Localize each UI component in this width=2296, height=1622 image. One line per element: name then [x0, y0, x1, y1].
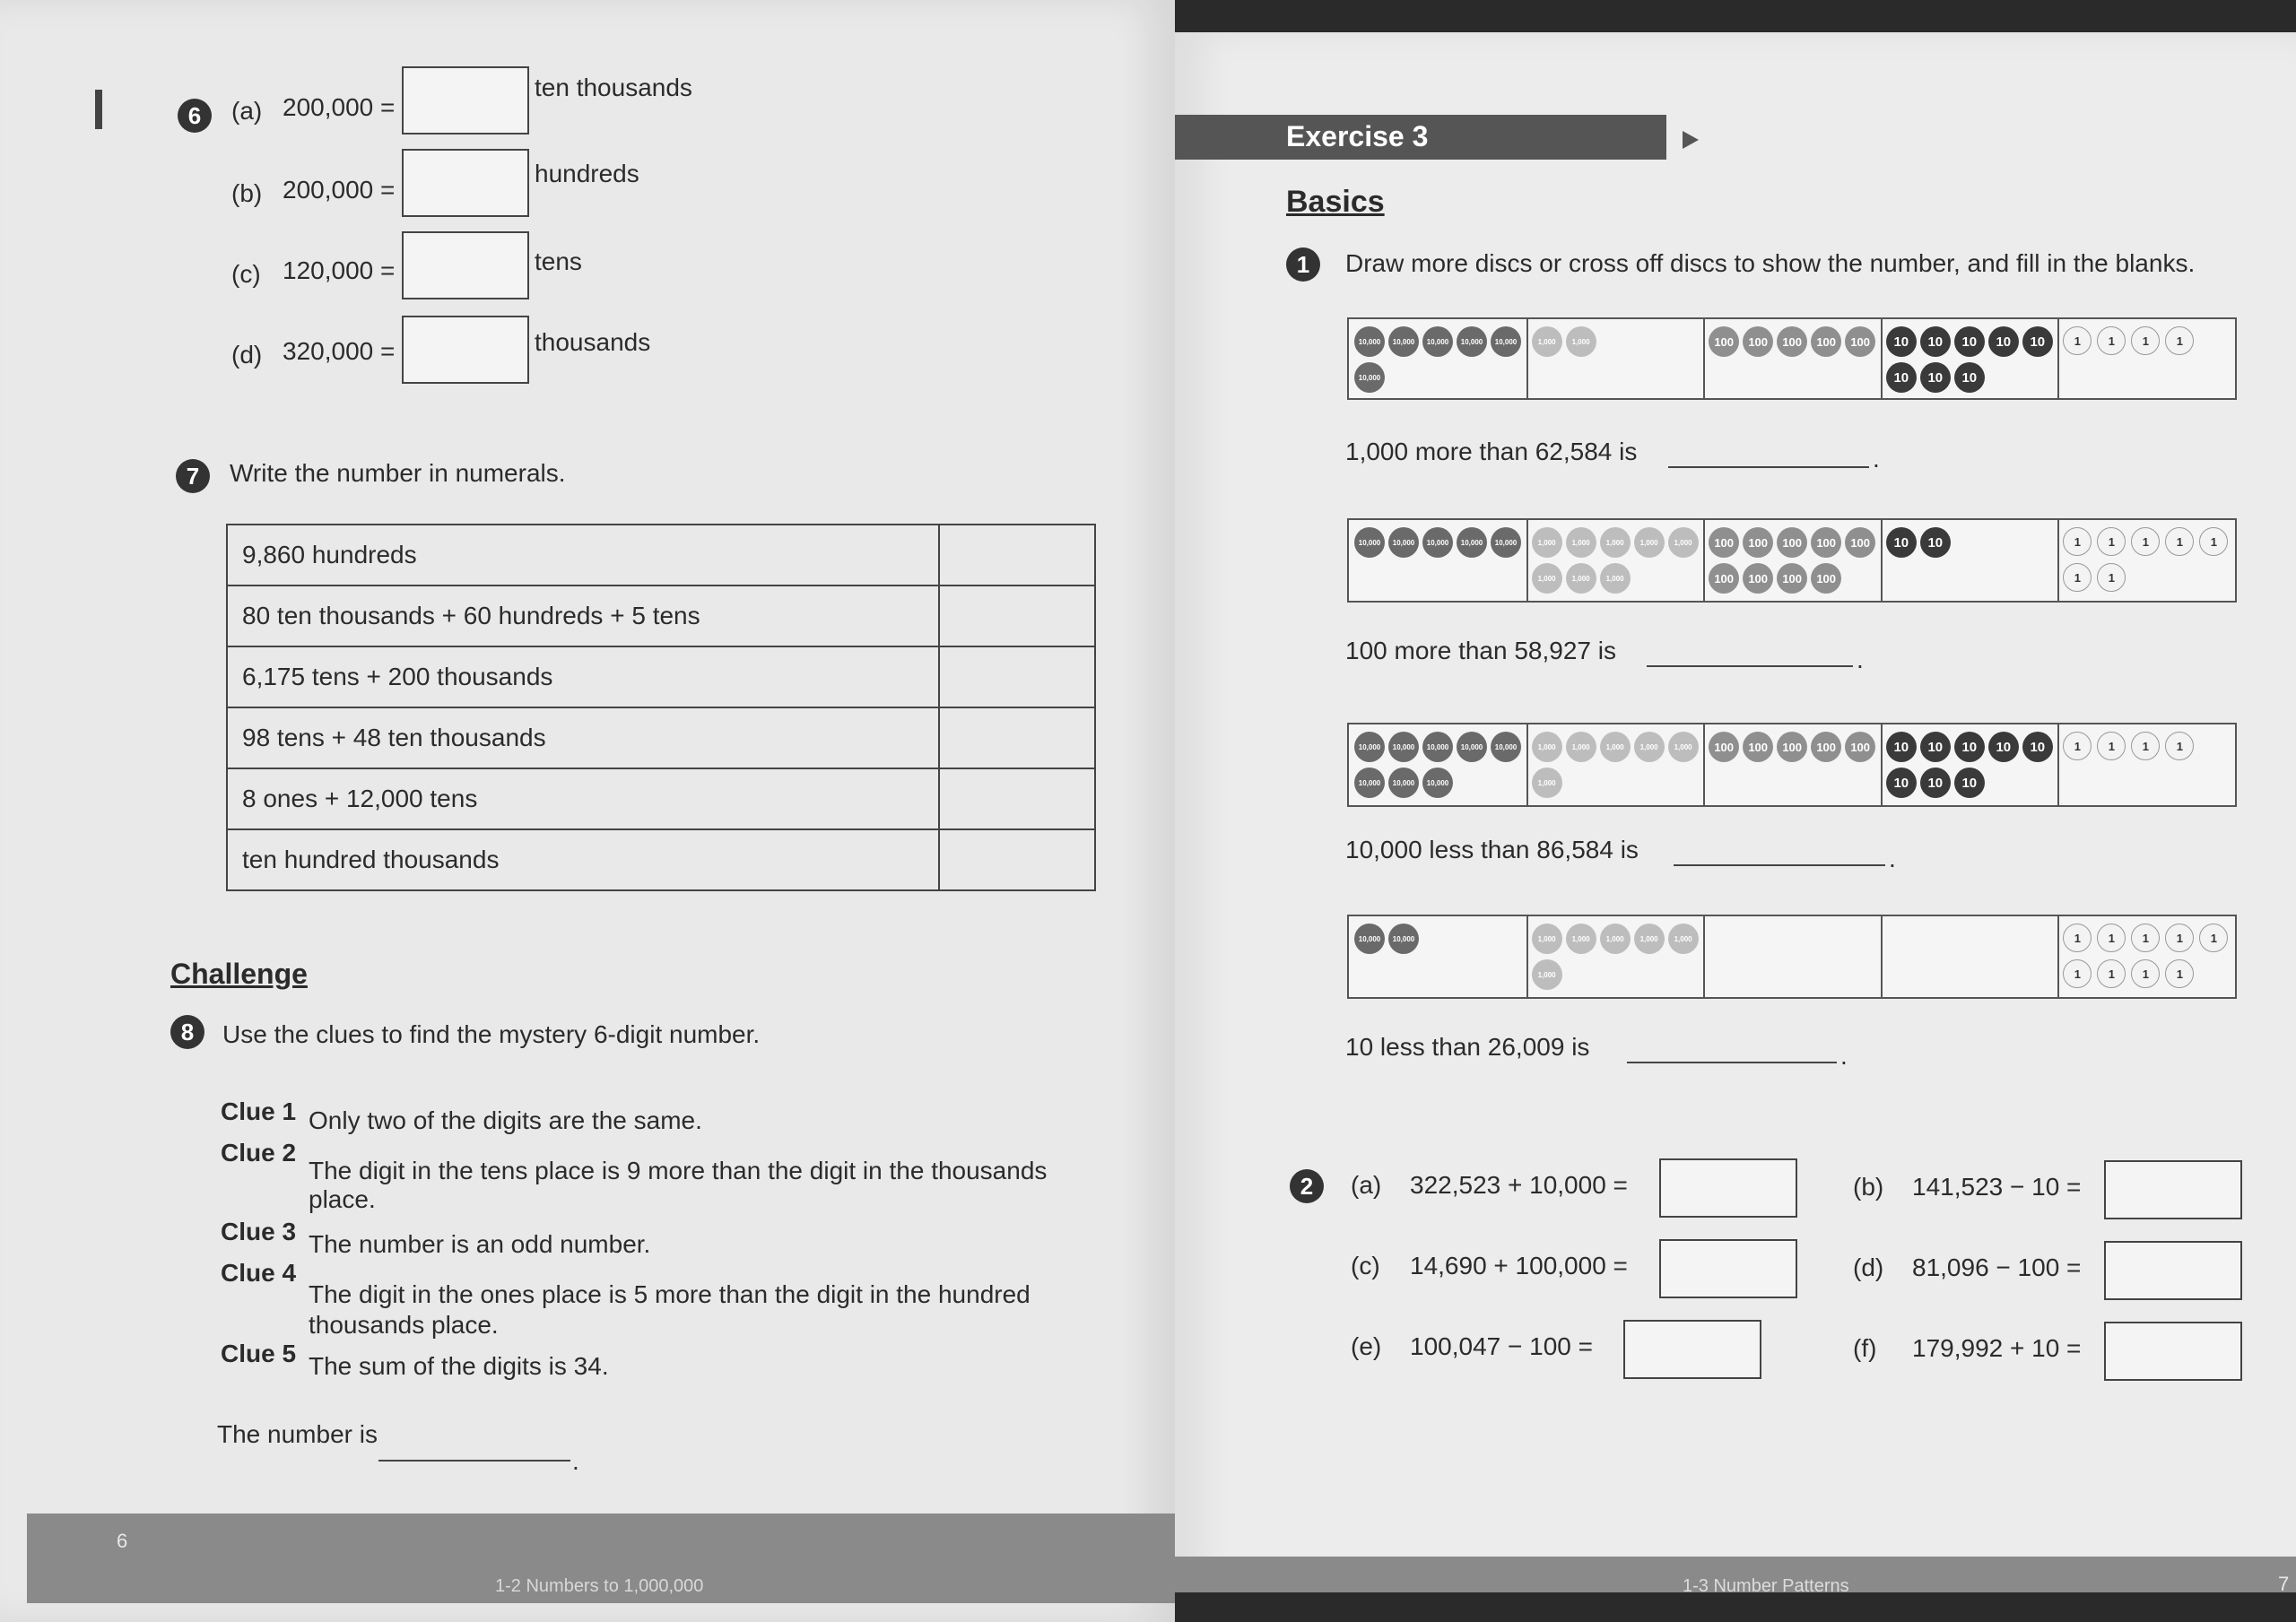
disc-hund[interactable]: 100	[1845, 527, 1875, 558]
sentence-period: .	[1873, 445, 1880, 473]
q2-expression: 100,047 − 100 =	[1410, 1332, 1593, 1360]
disc-ones[interactable]: 1	[2097, 732, 2126, 760]
disc-onek[interactable]: 1,000	[1600, 527, 1631, 558]
q6-answer-box[interactable]	[402, 149, 529, 217]
disc-hund[interactable]: 100	[1811, 732, 1841, 762]
disc-ones[interactable]: 1	[2063, 563, 2092, 592]
q2-label: (b)	[1853, 1173, 1884, 1201]
disc-hund[interactable]: 100	[1777, 732, 1807, 762]
disc-hund[interactable]: 100	[1743, 527, 1773, 558]
table-row	[227, 707, 1095, 768]
q1-sentence: 1,000 more than 62,584 is	[1345, 438, 1638, 465]
disc-hund[interactable]: 100	[1743, 326, 1773, 357]
disc-tenk[interactable]: 10,000	[1354, 732, 1385, 762]
disc-onek[interactable]: 1,000	[1600, 924, 1631, 954]
table-cell-description: ten hundred thousands	[227, 829, 939, 890]
basics-heading: Basics	[1286, 185, 1385, 219]
disc-onek[interactable]: 1,000	[1532, 732, 1562, 762]
disc-tenk[interactable]: 10,000	[1354, 924, 1385, 954]
answer-blank[interactable]	[1647, 665, 1853, 667]
disc-tenk[interactable]: 10,000	[1457, 326, 1487, 357]
disc-tenk[interactable]: 10,000	[1491, 326, 1521, 357]
table-cell-answer[interactable]	[939, 646, 1095, 707]
table-cell-answer[interactable]	[939, 768, 1095, 829]
disc-tenk[interactable]: 10,000	[1388, 326, 1419, 357]
disc-tenk[interactable]: 10,000	[1457, 527, 1487, 558]
q2-label: (d)	[1853, 1253, 1884, 1281]
disc-tens[interactable]: 10	[1954, 732, 1985, 762]
answer-blank[interactable]	[1627, 1062, 1837, 1063]
disc-ones[interactable]: 1	[2165, 527, 2194, 556]
disc-tens[interactable]: 10	[1920, 326, 1951, 357]
disc-onek[interactable]: 1,000	[1532, 527, 1562, 558]
clue-text: The digit in the tens place is 9 more than the digit in the thousands	[309, 1157, 1048, 1184]
disc-onek[interactable]: 1,000	[1532, 768, 1562, 798]
disc-tens[interactable]: 10	[1886, 362, 1917, 393]
disc-hund[interactable]: 100	[1709, 527, 1739, 558]
disc-ones[interactable]: 1	[2131, 732, 2160, 760]
q6-expression: 200,000 =	[283, 93, 396, 121]
disc-ones[interactable]: 1	[2131, 326, 2160, 355]
q6-expression: 320,000 =	[283, 337, 396, 365]
clue-text-continued: thousands place.	[309, 1311, 499, 1339]
disc-tens[interactable]: 10	[1954, 768, 1985, 798]
chart-column-divider	[1881, 319, 1883, 398]
q2-answer-box[interactable]	[1659, 1158, 1797, 1218]
disc-tens[interactable]: 10	[1920, 732, 1951, 762]
q2-answer-box[interactable]	[2104, 1241, 2242, 1300]
sentence-period: .	[1857, 646, 1864, 673]
table-row	[227, 829, 1095, 890]
disc-ones[interactable]: 1	[2165, 924, 2194, 952]
place-value-chart[interactable]	[1347, 518, 2237, 603]
disc-ones[interactable]: 1	[2165, 959, 2194, 988]
disc-tens[interactable]: 10	[1920, 362, 1951, 393]
disc-ones[interactable]: 1	[2063, 959, 2092, 988]
q2-answer-box[interactable]	[2104, 1322, 2242, 1381]
disc-onek[interactable]: 1,000	[1668, 527, 1699, 558]
disc-hund[interactable]: 100	[1709, 326, 1739, 357]
disc-tenk[interactable]: 10,000	[1388, 527, 1419, 558]
clue-text: The number is an odd number.	[309, 1230, 651, 1258]
chart-column-divider	[2057, 724, 2059, 805]
answer-prefix: The number is	[217, 1420, 378, 1448]
q6-answer-box[interactable]	[402, 316, 529, 384]
disc-ones[interactable]: 1	[2131, 924, 2160, 952]
disc-onek[interactable]: 1,000	[1668, 924, 1699, 954]
table-cell-description: 9,860 hundreds	[227, 525, 939, 585]
place-value-chart[interactable]	[1347, 317, 2237, 400]
chart-column-divider	[1881, 520, 1883, 601]
disc-ones[interactable]: 1	[2097, 924, 2126, 952]
disc-hund[interactable]: 100	[1845, 326, 1875, 357]
table-row	[227, 585, 1095, 646]
chart-column-divider	[1703, 520, 1705, 601]
sentence-period: .	[1889, 845, 1896, 872]
disc-hund[interactable]: 100	[1743, 732, 1773, 762]
q1-instruction: Draw more discs or cross off discs to show the number, and fill in the blanks.	[1345, 249, 2196, 277]
chart-column-divider	[1881, 916, 1883, 997]
q1-sentence: 10 less than 26,009 is	[1345, 1033, 1590, 1061]
disc-tenk[interactable]: 10,000	[1388, 732, 1419, 762]
right-page	[1175, 32, 2296, 1592]
chart-column-divider	[1703, 319, 1705, 398]
question-7-badge: 7	[176, 459, 210, 493]
disc-ones[interactable]: 1	[2199, 924, 2228, 952]
chart-column-divider	[2057, 319, 2059, 398]
exercise-title: Exercise 3	[1286, 120, 1429, 152]
question-1-badge: 1	[1286, 247, 1320, 282]
q6-unit: thousands	[535, 328, 651, 356]
clue-label: Clue 4	[221, 1259, 297, 1287]
place-value-chart[interactable]	[1347, 915, 2237, 999]
challenge-heading: Challenge	[170, 958, 308, 990]
disc-tenk[interactable]: 10,000	[1354, 362, 1385, 393]
table-row	[227, 525, 1095, 585]
answer-blank[interactable]	[1674, 864, 1885, 866]
q6-unit: tens	[535, 247, 582, 275]
table-row	[227, 646, 1095, 707]
disc-tenk[interactable]: 10,000	[1422, 732, 1453, 762]
disc-tens[interactable]: 10	[1988, 732, 2019, 762]
disc-onek[interactable]: 1,000	[1566, 326, 1596, 357]
q2-label: (a)	[1351, 1171, 1382, 1199]
clue-label: Clue 3	[221, 1218, 297, 1245]
chart-column-divider	[1526, 520, 1528, 601]
table-cell-description: 98 tens + 48 ten thousands	[227, 707, 939, 768]
q7-instruction: Write the number in numerals.	[230, 459, 566, 487]
q6-answer-box[interactable]	[402, 231, 529, 299]
clue-text: The sum of the digits is 34.	[309, 1352, 609, 1380]
chart-column-divider	[1703, 724, 1705, 805]
disc-onek[interactable]: 1,000	[1634, 527, 1665, 558]
q2-expression: 14,690 + 100,000 =	[1410, 1252, 1628, 1279]
numerals-table	[226, 524, 1096, 891]
disc-tens[interactable]: 10	[1886, 326, 1917, 357]
disc-onek[interactable]: 1,000	[1566, 527, 1596, 558]
disc-onek[interactable]: 1,000	[1600, 732, 1631, 762]
q2-expression: 141,523 − 10 =	[1912, 1173, 2082, 1201]
right-page-number: 7	[2278, 1573, 2290, 1592]
disc-ones[interactable]: 1	[2165, 732, 2194, 760]
disc-tenk[interactable]: 10,000	[1422, 326, 1453, 357]
q6-label: (b)	[231, 179, 263, 207]
disc-tens[interactable]: 10	[1954, 362, 1985, 393]
chart-column-divider	[1881, 724, 1883, 805]
disc-ones[interactable]: 1	[2131, 959, 2160, 988]
q2-expression: 179,992 + 10 =	[1912, 1334, 2082, 1362]
disc-hund[interactable]: 100	[1709, 563, 1739, 594]
disc-hund[interactable]: 100	[1709, 732, 1739, 762]
disc-ones[interactable]: 1	[2063, 326, 2092, 355]
clue-text: Only two of the digits are the same.	[309, 1106, 702, 1134]
left-page-number: 6	[117, 1530, 128, 1552]
question-6-badge: 6	[178, 99, 212, 133]
disc-onek[interactable]: 1,000	[1532, 326, 1562, 357]
clue-label: Clue 1	[221, 1097, 297, 1125]
disc-tens[interactable]: 10	[2022, 326, 2053, 357]
disc-hund[interactable]: 100	[1777, 563, 1807, 594]
q1-sentence: 100 more than 58,927 is	[1345, 637, 1616, 664]
disc-onek[interactable]: 1,000	[1566, 732, 1596, 762]
disc-tens[interactable]: 10	[1886, 527, 1917, 558]
disc-hund[interactable]: 100	[1777, 326, 1807, 357]
place-value-chart[interactable]	[1347, 723, 2237, 807]
disc-tenk[interactable]: 10,000	[1457, 732, 1487, 762]
disc-tenk[interactable]: 10,000	[1491, 732, 1521, 762]
q6-label: (c)	[231, 260, 261, 288]
disc-hund[interactable]: 100	[1811, 563, 1841, 594]
disc-ones[interactable]: 1	[2097, 326, 2126, 355]
disc-ones[interactable]: 1	[2131, 527, 2160, 556]
table-row	[227, 768, 1095, 829]
disc-hund[interactable]: 100	[1811, 527, 1841, 558]
q8-instruction: Use the clues to find the mystery 6-digit number.	[222, 1020, 761, 1048]
q2-answer-box[interactable]	[1659, 1239, 1797, 1298]
chart-column-divider	[1703, 916, 1705, 997]
q2-label: (e)	[1351, 1332, 1382, 1360]
answer-blank[interactable]	[1668, 466, 1869, 468]
chart-column-divider	[1526, 724, 1528, 805]
disc-tenk[interactable]: 10,000	[1354, 527, 1385, 558]
disc-onek[interactable]: 1,000	[1532, 563, 1562, 594]
disc-tens[interactable]: 10	[1920, 768, 1951, 798]
disc-tens[interactable]: 10	[1920, 527, 1951, 558]
question-8-badge: 8	[170, 1015, 204, 1049]
disc-tens[interactable]: 10	[1886, 732, 1917, 762]
disc-ones[interactable]: 1	[2063, 732, 2092, 760]
disc-hund[interactable]: 100	[1743, 563, 1773, 594]
table-cell-description: 6,175 tens + 200 thousands	[227, 646, 939, 707]
q6-label: (a)	[231, 97, 263, 125]
disc-hund[interactable]: 100	[1811, 326, 1841, 357]
chart-column-divider	[1526, 319, 1528, 398]
disc-tenk[interactable]: 10,000	[1388, 768, 1419, 798]
table-cell-answer[interactable]	[939, 585, 1095, 646]
disc-tenk[interactable]: 10,000	[1422, 527, 1453, 558]
disc-tens[interactable]: 10	[2022, 732, 2053, 762]
disc-onek[interactable]: 1,000	[1634, 924, 1665, 954]
table-cell-answer[interactable]	[939, 829, 1095, 890]
disc-ones[interactable]: 1	[2199, 527, 2228, 556]
q2-answer-box[interactable]	[2104, 1160, 2242, 1219]
q6-expression: 120,000 =	[283, 256, 396, 284]
disc-tenk[interactable]: 10,000	[1354, 768, 1385, 798]
disc-hund[interactable]: 100	[1777, 527, 1807, 558]
q6-unit: hundreds	[535, 160, 639, 187]
q2-answer-box[interactable]	[1623, 1320, 1761, 1379]
disc-ones[interactable]: 1	[2063, 924, 2092, 952]
disc-onek[interactable]: 1,000	[1566, 924, 1596, 954]
disc-tens[interactable]: 10	[1954, 326, 1985, 357]
disc-ones[interactable]: 1	[2097, 959, 2126, 988]
disc-hund[interactable]: 100	[1845, 732, 1875, 762]
play-arrow-icon	[1683, 131, 1699, 149]
q2-label: (c)	[1351, 1252, 1380, 1279]
disc-onek[interactable]: 1,000	[1634, 732, 1665, 762]
table-cell-description: 8 ones + 12,000 tens	[227, 768, 939, 829]
chart-column-divider	[2057, 916, 2059, 997]
q6-answer-box[interactable]	[402, 66, 529, 134]
disc-tenk[interactable]: 10,000	[1388, 924, 1419, 954]
chart-column-divider	[1526, 916, 1528, 997]
q2-expression: 322,523 + 10,000 =	[1410, 1171, 1628, 1199]
q1-sentence: 10,000 less than 86,584 is	[1345, 836, 1639, 863]
disc-ones[interactable]: 1	[2165, 326, 2194, 355]
disc-onek[interactable]: 1,000	[1600, 563, 1631, 594]
disc-ones[interactable]: 1	[2063, 527, 2092, 556]
question-2-badge: 2	[1290, 1169, 1324, 1203]
q6-label: (d)	[231, 341, 263, 369]
right-footer-section: 1-3 Number Patterns	[1683, 1576, 1849, 1592]
margin-mark	[95, 90, 102, 129]
q2-label: (f)	[1853, 1334, 1877, 1362]
table-cell-description: 80 ten thousands + 60 hundreds + 5 tens	[227, 585, 939, 646]
disc-tens[interactable]: 10	[1988, 326, 2019, 357]
disc-onek[interactable]: 1,000	[1532, 924, 1562, 954]
answer-blank[interactable]	[378, 1460, 570, 1462]
left-footer-section: 1-2 Numbers to 1,000,000	[495, 1576, 704, 1596]
sentence-period: .	[1840, 1042, 1848, 1070]
table-cell-answer[interactable]	[939, 707, 1095, 768]
q6-unit: ten thousands	[535, 74, 692, 101]
clue-label: Clue 5	[221, 1340, 297, 1367]
disc-ones[interactable]: 1	[2097, 563, 2126, 592]
clue-text: The digit in the ones place is 5 more than the digit in the hundred	[309, 1280, 1031, 1308]
disc-onek[interactable]: 1,000	[1668, 732, 1699, 762]
clue-text-continued: place.	[309, 1185, 376, 1213]
disc-tens[interactable]: 10	[1886, 768, 1917, 798]
answer-suffix: .	[572, 1447, 579, 1475]
disc-ones[interactable]: 1	[2097, 527, 2126, 556]
disc-tenk[interactable]: 10,000	[1354, 326, 1385, 357]
disc-onek[interactable]: 1,000	[1566, 563, 1596, 594]
chart-column-divider	[2057, 520, 2059, 601]
clue-label: Clue 2	[221, 1139, 297, 1167]
disc-tenk[interactable]: 10,000	[1422, 768, 1453, 798]
q6-expression: 200,000 =	[283, 176, 396, 204]
q2-expression: 81,096 − 100 =	[1912, 1253, 2082, 1281]
disc-tenk[interactable]: 10,000	[1491, 527, 1521, 558]
table-cell-answer[interactable]	[939, 525, 1095, 585]
disc-onek[interactable]: 1,000	[1532, 959, 1562, 990]
